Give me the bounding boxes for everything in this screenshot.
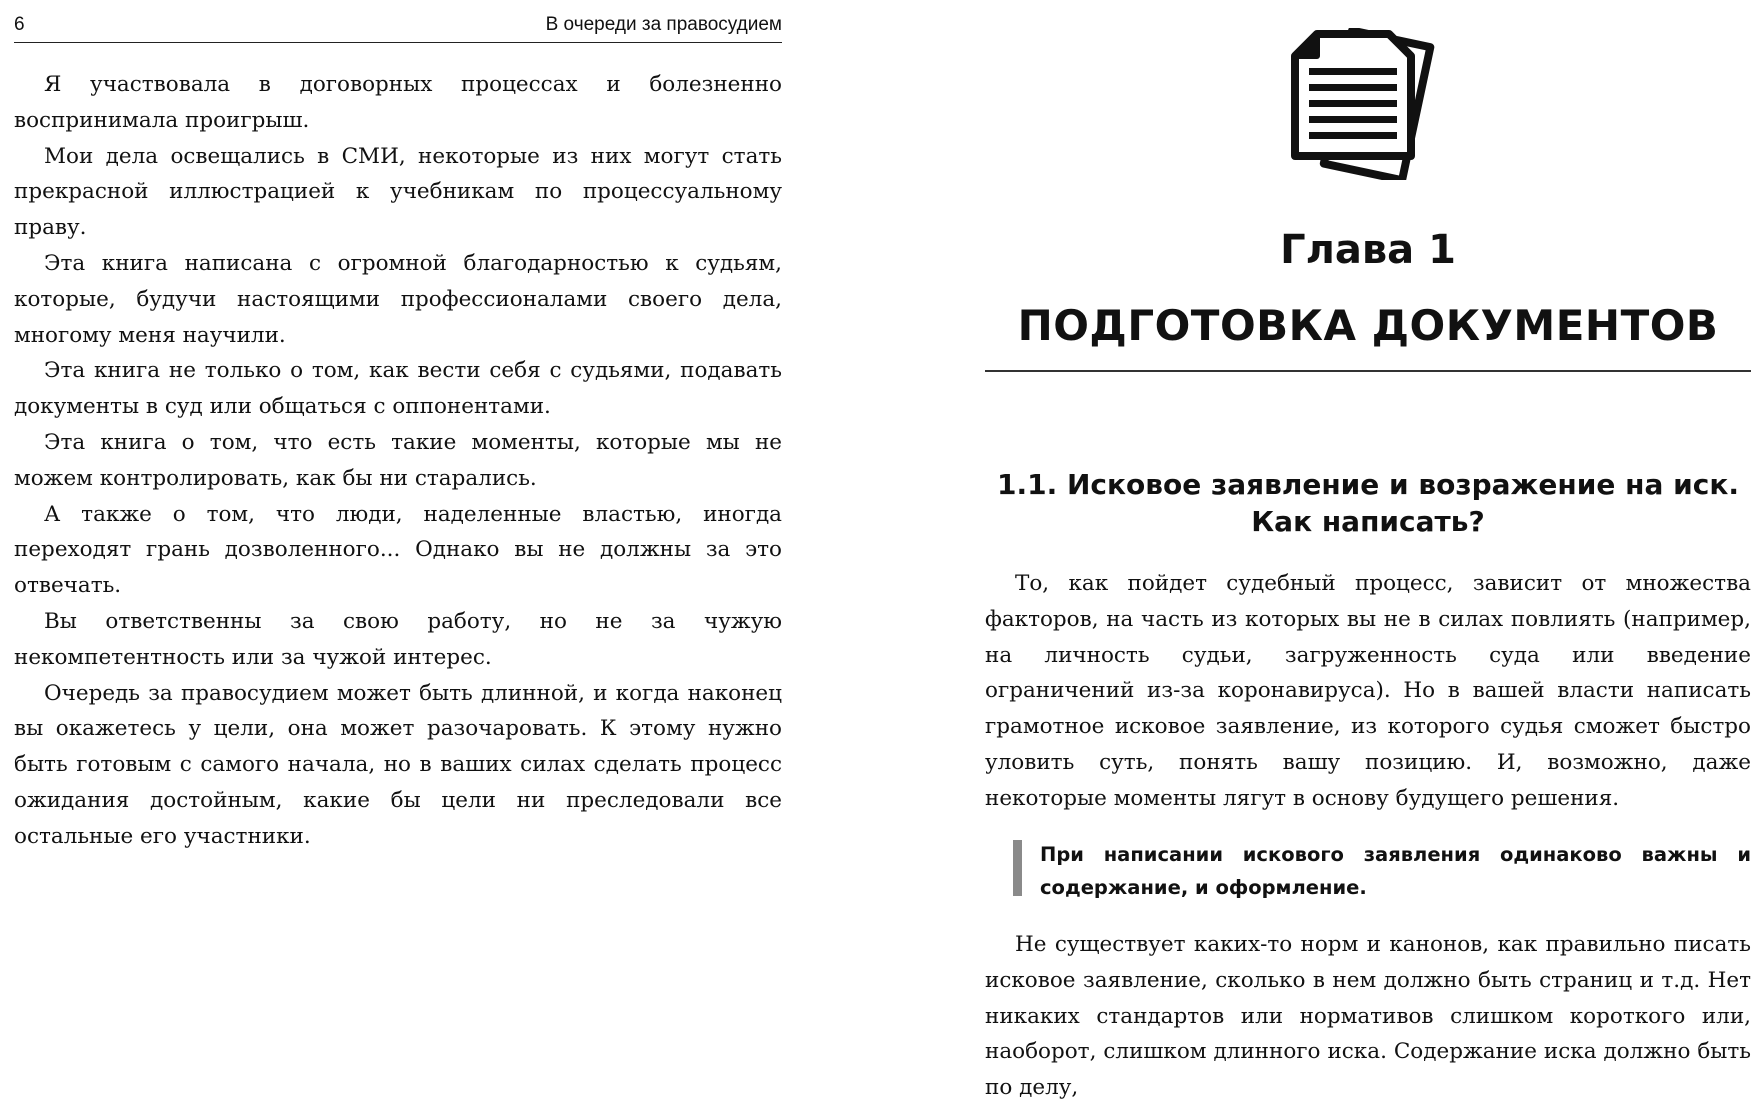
paragraph: А также о том, что люди, наделенные властью, иногда переходят грань дозволенного... Однако вы не должны за это отвечать.	[14, 501, 782, 599]
paragraph: Вы ответственны за свою работу, но не за чужую некомпетентность или за чужой интерес.	[14, 608, 782, 670]
left-page-body	[14, 67, 782, 855]
documents-icon	[1289, 28, 1439, 180]
right-page-body-intro	[985, 566, 1751, 817]
section-title: 1.1. Исковое заявление и возражение на иск. Как написать?	[997, 468, 1739, 538]
right-page-body-continued	[985, 927, 1751, 1106]
paragraph: Очередь за правосудием может быть длинной, и когда наконец вы окажетесь у цели, она может разочаровать. К этому нужно быть готовым с самого начала, но в ваших силах сделать процесс ожидания достойным, какие бы цели ни преследовали все остальные его участники.	[14, 680, 782, 849]
paragraph: Я участвовала в договорных процессах и болезненно воспринимала проигрыш.	[14, 72, 782, 133]
paragraph: То, как пойдет судебный процесс, зависит от множества факторов, на часть из которых вы не в силах повлиять (например, на личность судьи, загруженность суда или введение ограничений из-за коронавируса). Но в вашей власти написать грамотное исковое заявление, из которого судья сможет быстро уловить суть, понять вашу позицию. И, возможно, даже некоторые моменты лягут в основу будущего решения.	[985, 571, 1751, 811]
paragraph: Эта книга написана с огромной благодарностью к судьям, которые, будучи настоящими профессионалами своего дела, многому меня научили.	[14, 250, 782, 348]
chapter-title: ПОДГОТОВКА ДОКУМЕНТОВ	[1017, 301, 1719, 350]
callout-text: При написании искового заявления одинаково важны и содержание, и оформление.	[1040, 843, 1751, 899]
paragraph: Эта книга о том, что есть такие моменты, которые мы не можем контролировать, как бы ни старались.	[14, 429, 782, 491]
chapter-label: Глава 1	[1280, 227, 1456, 273]
paragraph: Не существует каких-то норм и канонов, как правильно писать исковое заявление, сколько в нем должно быть страниц и т.д. Нет никаких стандартов или нормативов слишком короткого или, наоборот, слишком длинного иска. Содержание иска должно быть по делу,	[985, 932, 1751, 1101]
running-header	[14, 10, 782, 43]
callout-bar	[1013, 840, 1022, 896]
paragraph: Эта книга не только о том, как вести себя с судьями, подавать документы в суд или общаться с оппонентами.	[14, 358, 782, 420]
paragraph: Мои дела освещались в СМИ, некоторые из них могут стать прекрасной иллюстрацией к учебникам по процессуальному праву.	[14, 143, 782, 241]
chapter-divider	[985, 370, 1751, 372]
page-number: 6	[14, 14, 25, 35]
callout-note	[1013, 838, 1751, 904]
running-header-title: В очереди за правосудием	[545, 14, 782, 35]
